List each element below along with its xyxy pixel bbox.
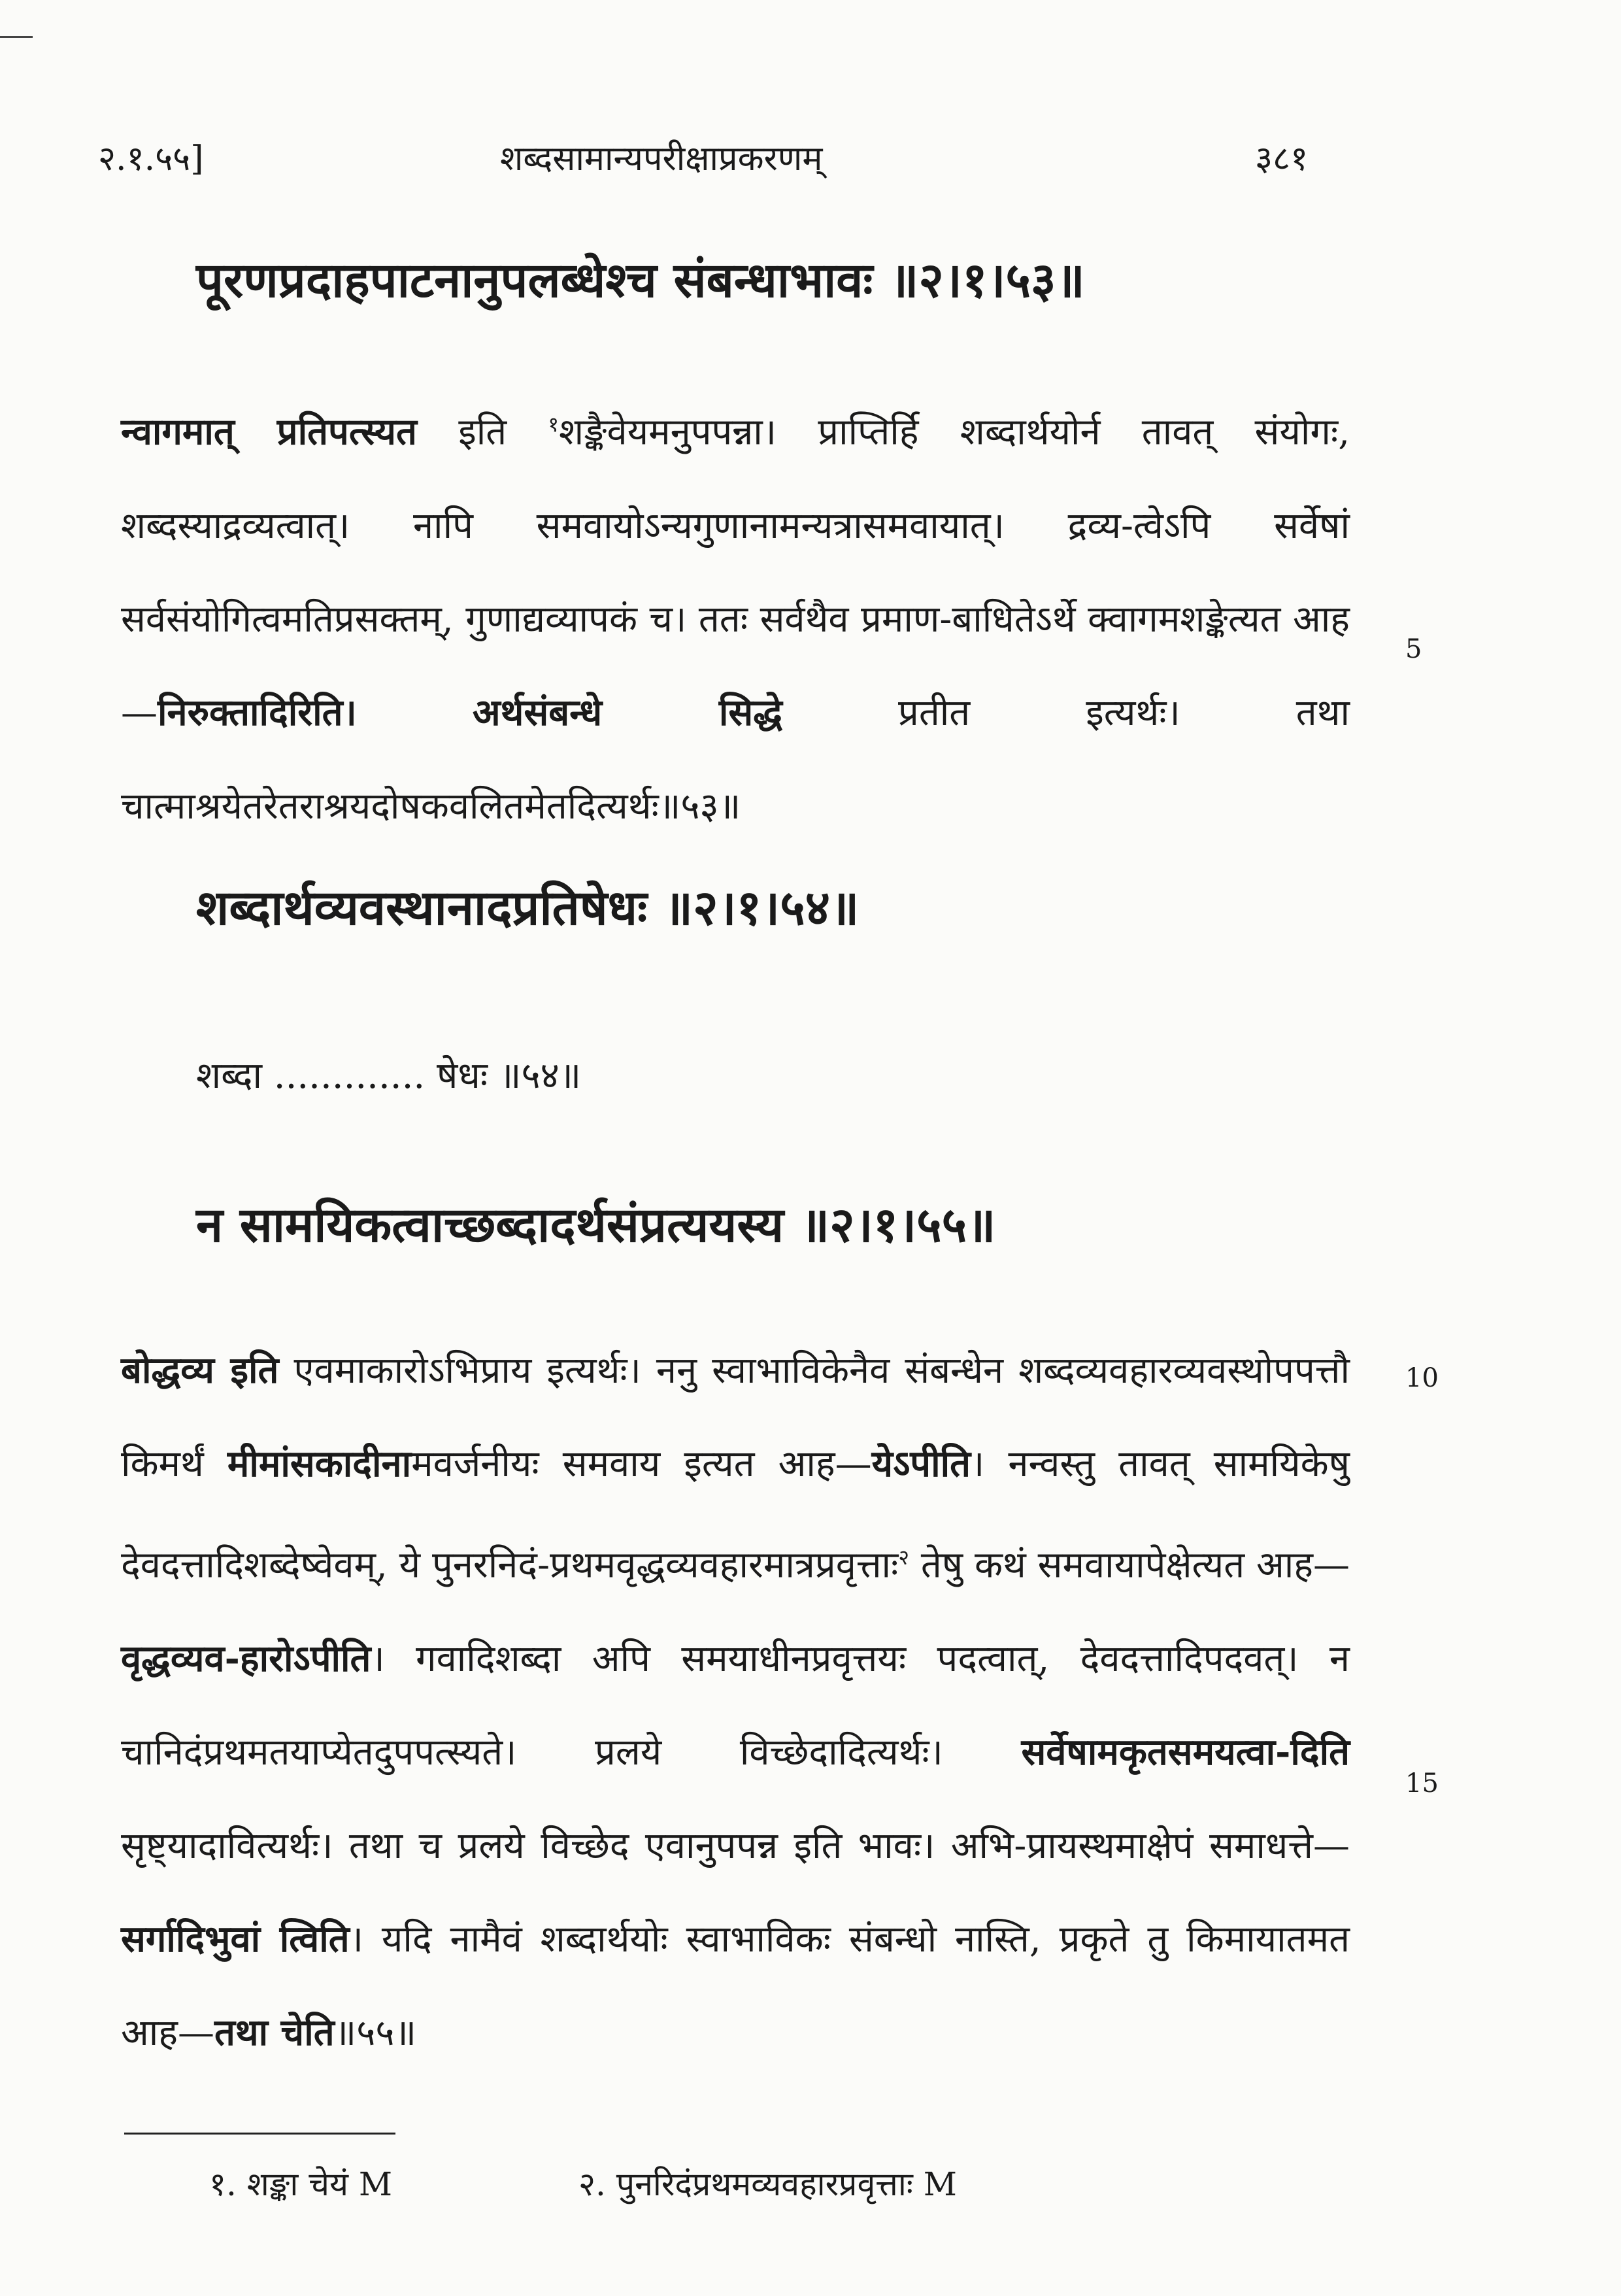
commentary-54: शब्दा ............. षेधः ॥५४॥ [196, 1055, 582, 1097]
commentary-55 [121, 1324, 1350, 2080]
commentary-text: ॥५५॥ [334, 2011, 416, 2054]
footnote-2: २. पुनरिदंप्रथमव्यवहारप्रवृत्ताः M [578, 2165, 957, 2203]
line-number-5: 5 [1405, 634, 1422, 664]
commentary-text: । यदि नामैवं शब्दार्थयोः स्वाभाविकः संबन्धो नास्ति, प्रकृते तु किमायातमत आह— [121, 1917, 1350, 2054]
line-number-15: 15 [1405, 1768, 1439, 1798]
commentary-text: शङ्कैवेयमनुपपन्ना। प्राप्तिर्हि शब्दार्थयोर्न तावत् संयोगः, शब्दस्याद्रव्यत्वात्। नापि समवायोऽन्यगुणानामन्यत्रासमवायात्। द्रव्य-त्वेऽपि सर्वेषां सर्वसंयोगित्वमतिप्रसक्तम्, गुणाद्यव्यापकं च। ततः सर्वथैव प्रमाण-बाधितेऽर्थे क्वागमशङ्केत्यत आह— [121, 411, 1350, 734]
bold-lemma: येऽपीति [871, 1442, 971, 1485]
scan-edge-mark [0, 36, 33, 38]
line-number-10: 10 [1405, 1363, 1439, 1393]
footnote-marker: १ [548, 412, 560, 437]
commentary-text: सृष्ट्यादावित्यर्थः। तथा च प्रलये विच्छेद एवानुपपन्न इति भावः। अभि-प्रायस्थमाक्षेपं समाधत्ते— [121, 1824, 1350, 1867]
bold-lemma: निरुक्तादिरिति। [158, 690, 357, 734]
bold-lemma: अर्थसंबन्धे सिद्धे [472, 690, 782, 734]
bold-lemma: सर्गादिभुवां त्विति [121, 1917, 350, 1961]
bold-lemma: न्वागमात् प्रतिपत्स्यत [121, 410, 417, 454]
bold-lemma: वृद्धव्यव-हारोऽपीति [121, 1636, 371, 1680]
sutra-55: न सामयिकत्वाच्छब्दादर्थसंप्रत्ययस्य ॥२।१।५५॥ [196, 1197, 996, 1253]
footnote-marker: २ [898, 1545, 909, 1570]
commentary-text: । गवादिशब्दा अपि समयाधीनप्रवृत्तयः पदत्वात्, देवदत्तादिपदवत्। न चानिदंप्रथमतयाप्येतदुपपत्स्यते। प्रलये विच्छेदादित्यर्थः। [121, 1637, 1350, 1774]
commentary-text: । नन्वस्तु तावत् सामयिकेषु देवदत्तादिशब्देष्वेवम्, ये पुनरनिदं-प्रथमवृद्धव्यवहारमात्रप्रवृत्ताः [121, 1443, 1350, 1587]
sutra-54: शब्दार्थव्यवस्थानादप्रतिषेधः ॥२।१।५४॥ [196, 880, 860, 936]
sutra-53: पूरणप्रदाहपाटनानुपलब्धेश्च संबन्धाभावः ॥२।१।५३॥ [196, 252, 1085, 309]
bold-lemma: बोद्धव्य इति [121, 1349, 279, 1392]
header-page-number: ३८१ [1255, 139, 1309, 178]
commentary-text: इति [416, 411, 548, 454]
footnote-rule [124, 2133, 395, 2135]
commentary-text: प्रतीत इत्यर्थः। तथा चात्माश्रयेतरेतराश्रयदोषकवलितमेतदित्यर्थः॥५३॥ [121, 691, 1350, 828]
commentary-text [357, 692, 473, 734]
header-section-ref: २.१.५५] [98, 139, 204, 178]
header-running-title: शब्दसामान्यपरीक्षाप्रकरणम् [500, 139, 823, 178]
commentary-text: तेषु कथं समवायापेक्षेत्यत आह— [909, 1544, 1350, 1587]
bold-lemma: तथा चेति [214, 2010, 335, 2054]
footnote-1: १. शङ्का चेयं M [209, 2165, 393, 2203]
commentary-53 [121, 378, 1350, 853]
bold-lemma: सर्वेषामकृतसमयत्वा-दिति [1021, 1730, 1350, 1774]
commentary-text: एवमाकारोऽभिप्राय इत्यर्थः। ननु स्वाभाविकेनैव संबन्धेन शब्दव्यवहारव्यवस्थोपपत्तौ किमर्थं [121, 1349, 1350, 1485]
commentary-text: मवर्जनीयः समवाय इत्यत आह— [411, 1443, 872, 1485]
bold-lemma: मीमांसकादीना [227, 1442, 412, 1485]
